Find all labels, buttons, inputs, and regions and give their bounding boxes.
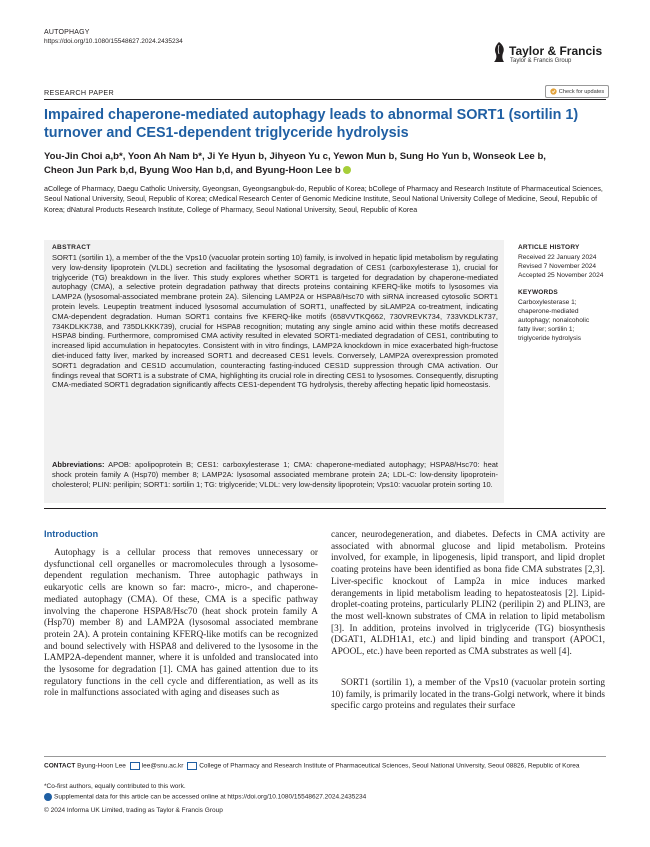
keywords-heading: KEYWORDS — [518, 289, 558, 296]
keyword-line: triglyceride hydrolysis — [518, 335, 582, 342]
copyright: © 2024 Informa UK Limited, trading as Taylor & Francis Group — [44, 807, 223, 814]
cofirst-note: *Co-first authors, equally contributed to this work. — [44, 783, 186, 790]
introduction-column-1: Autophagy is a cellular process that removes unnecessary or dysfunctional cell organelles or macromolecules through a lysosome-dependent regulation mechanism. Three autophagic pathways in eukaryotic cells are known so far: macro-, micro-, and chaperone-mediated autophagy (CMA). Of these, CMA is a specific pathway involving the chaperone HSPA8/Hsc70 (heat shock protein family A (Hsp70) member 8) and LAMP2A (lysosomal associated membrane protein 2A). A protein containing KFERQ-like motifs can be recognized and bound selectively with HSPA8 and delivered to the lysosome in the LAMP2A-dependent manner, where it is unfolded and translocated into the lysosome for degradation [1]. CMA has gained attention due to its regulatory functions in the cell cycle and differentiation, as well as its role in malfunctions associated with aging and diseases such as — [44, 548, 318, 699]
check-updates-label: Check for updates — [558, 88, 605, 95]
author-line-2: Cheon Jun Park b,d, Byung Woo Han b,d, and Byung-Hoon Lee b — [44, 165, 341, 176]
supplemental-icon — [44, 793, 52, 801]
introduction-column-2: cancer, neurodegeneration, and diabetes. Defects in CMA activity are associated with abnormal glucose and lipid metabolism. Proteins involved, for example, in lipogenesis, lipid transport, and lipid droplet coating proteins have been identified as bona fide CMA substrates [2,3]. Liver-specific knockout of Lamp2a in mice induces marked derangements in lipid metabolism leading to hepatosteatosis [2]. Lipid-droplet-coating proteins, particularly PLIN2 (perilipin 2) and PLIN3, are the most well-known substrates of CMA in relation to lipid metabolism [3]. In addition, proteins involved in triglyceride (TG) biosynthesis (DGAT1, ALDH1A1, etc.) and lipid binding and transport (APOC1, APOOL, etc.) have been reported as CMA substrates as well [4]. — [331, 530, 605, 658]
author-list — [44, 150, 604, 178]
abbreviations-text: APOB: apolipoprotein B; CES1: carboxylesterase 1; CMA: chaperone-mediated autophagy; HSPA8/Hsc70: heat shock protein family A (Hsp70) member 8; LAMP2A: lysosomal associated membrane protein 2A; LDL-C: low-density lipoprotein-cholesterol; PLIN: perilipin; SORT1: sortilin 1; TG: triglyceride; VLDL: very low-density lipoprotein; Vps10: vacuolar protein sorting 10. — [52, 460, 499, 489]
introduction-column-2-paragraph-2: SORT1 (sortilin 1), a member of the Vps10 (vacuolar protein sorting 10) family, is primarily located in the trans-Golgi network, where it binds specific cargo proteins and regulates their surface — [331, 678, 605, 712]
introduction-heading: Introduction — [44, 529, 99, 539]
article-history-heading: ARTICLE HISTORY — [518, 244, 580, 251]
publisher-group: Taylor & Francis Group — [510, 58, 572, 64]
journal-name: AUTOPHAGY — [44, 29, 90, 36]
check-updates-icon — [550, 88, 557, 95]
check-updates-button[interactable] — [545, 85, 609, 98]
keyword-line: chaperone-mediated — [518, 308, 579, 315]
supplemental-note — [44, 793, 606, 802]
keyword-line: Carboxylesterase 1; — [518, 299, 577, 306]
contact-name: Byung-Hoon Lee — [77, 762, 126, 770]
orcid-icon[interactable] — [343, 166, 351, 174]
header-divider — [44, 99, 606, 100]
keyword-line: autophagy; nonalcoholic — [518, 317, 590, 324]
article-title: Impaired chaperone-mediated autophagy leads to abnormal SORT1 (sortilin 1) turnover and CES1-dependent triglyceride hydrolysis — [44, 107, 579, 141]
taylor-francis-logo-icon — [492, 42, 506, 62]
publisher-name: Taylor & Francis — [509, 44, 603, 58]
affiliations: aCollege of Pharmacy, Daegu Catholic University, Gyeongsan, Gyeongsangbuk-do, Republic of Korea; bCollege of Pharmacy and Research Institute of Pharmaceutical Sciences, Seoul National University, Seoul, Republic of Korea; cMedical Research Center of Genomic Medicine Institute, Seoul National University College of Medicine, Seoul, Republic of Korea; dNatural Products Research Institute, College of Pharmacy, Seoul National University, Seoul, Republic of Korea — [44, 185, 603, 214]
received-date: Received 22 January 2024 — [518, 254, 597, 261]
article-doi[interactable]: https://doi.org/10.1080/15548627.2024.2435234 — [44, 38, 183, 45]
contact-label: CONTACT — [44, 762, 76, 770]
contact-email[interactable]: lee@snu.ac.kr — [141, 762, 184, 770]
accepted-date: Accepted 25 November 2024 — [518, 272, 604, 279]
contact-info — [44, 762, 606, 771]
article-type: RESEARCH PAPER — [44, 88, 114, 97]
footer-divider — [44, 756, 606, 757]
abstract-text: SORT1 (sortilin 1), a member of the the Vps10 (vacuolar protein sorting 10) family, is involved in hepatic lipid metabolism by regulating very low-density lipoprotein (VLDL) secretion and facilitating the lysosomal degradation of CES1 (carboxylesterase 1), crucial for triglyceride (TG) breakdown in the liver. This study explores whether SORT1 is targeted for degradation by chaperone-mediated autophagy (CMA), a selective protein degradation pathway that directs proteins containing KFERQ-like motifs to lysosomes via LAMP2A (lysosomal-associated membrane protein 2A). Silencing LAMP2A or HSPA8/Hsc70 with siRNA increased cytosolic SORT1 protein levels. Leupeptin treatment induced lysosomal accumulation of SORT1, unaffected by siLAMP2A co-treatment, indicating CMA-dependent degradation. Human SORT1 contains five KFERQ-like motifs (658VVTKQ662, 730VREVK734, 733VKDLK737, 734KDLKK738, and 735DLKKK739), crucial for HSPA8 recognition; mutating any single amino acid within these motifs decreased HSPA8 binding. Furthermore, compromised CMA activity resulted in elevated SORT1-mediated degradation of CES1, contributing to increased lipid accumulation in hepatocytes. Consistent with in vitro findings, LAMP2A knockdown in mice exacerbated high-fructose diet-induced fatty liver, marked by increased SORT1 and decreased CES1 levels. Conversely, LAMP2A overexpression promoted SORT1 degradation and CES1D accumulation, counteracting fasting-induced CES1D suppression through CMA activation. Our findings reveal that SORT1 is a substrate of CMA, highlighting its crucial role in directing CES1 to lysosomes. Consequently, disrupting CMA-mediated SORT1 degradation significantly affects CES1-dependent TG hydrolysis, thereby affecting hepatic lipid homeostasis. — [52, 253, 498, 390]
supplemental-text[interactable]: Supplemental data for this article can be accessed online at https://doi.org/10.1080/15548627.2024.2435234 — [54, 793, 367, 801]
contact-address: College of Pharmacy and Research Institute of Pharmaceutical Sciences, Seoul National University, Seoul 08826, Republic of Korea — [199, 762, 580, 770]
revised-date: Revised 7 November 2024 — [518, 263, 597, 270]
author-line-1: You-Jin Choi a,b*, Yoon Ah Nam b*, Ji Ye Hyun b, Jihyeon Yu c, Yewon Mun b, Sung Ho Yun b, Wonseok Lee b, — [44, 151, 546, 162]
abbreviations-label: Abbreviations: — [52, 460, 105, 469]
email-icon — [130, 762, 140, 770]
keyword-line: fatty liver; sortilin 1; — [518, 326, 575, 333]
abbreviations — [52, 460, 498, 489]
email-icon — [187, 762, 197, 770]
abstract-divider — [44, 508, 606, 509]
abstract-heading: ABSTRACT — [52, 244, 91, 251]
